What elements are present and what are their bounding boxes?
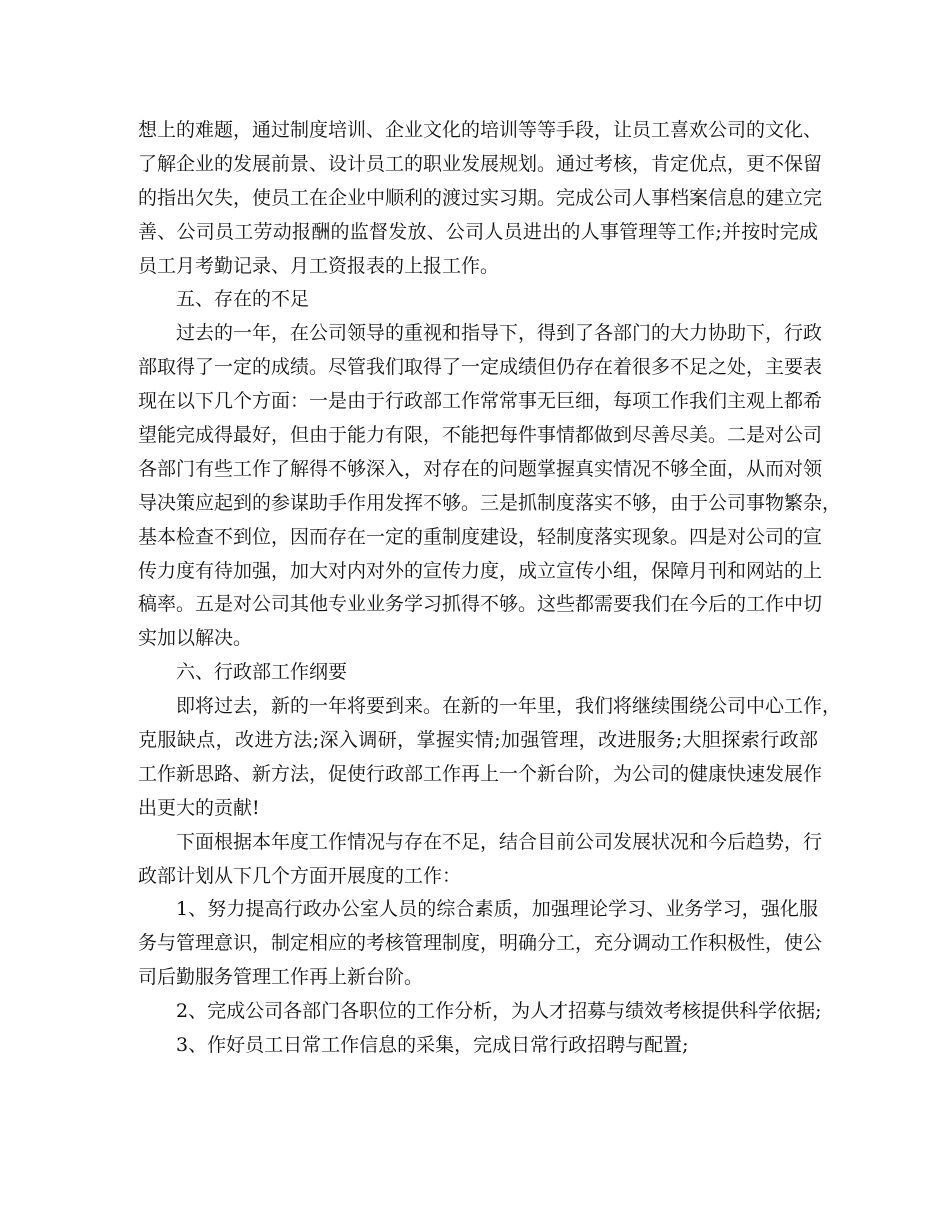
text-line: 务与管理意识，制定相应的考核管理制度，明确分工，充分调动工作积极性，使公 xyxy=(138,932,823,955)
text-line: 过去的一年，在公司领导的重视和指导下，得到了各部门的大力协助下，行政 xyxy=(176,322,823,345)
text-line: 望能完成得最好，但由于能力有限，不能把每件事情都做到尽善尽美。二是对公司 xyxy=(138,424,823,447)
text-line: 六、行政部工作纲要 xyxy=(176,661,348,684)
document-body xyxy=(138,114,842,1063)
text-line: 的指出欠失，使员工在企业中顺利的渡过实习期。完成公司人事档案信息的建立完 xyxy=(138,186,823,209)
text-line: 克服缺点，改进方法;深入调研，掌握实情;加强管理，改进服务;大胆探索行政部 xyxy=(138,729,818,752)
text-line: 2、完成公司各部门各职位的工作分析，为人才招募与绩效考核提供科学依据; xyxy=(176,1000,822,1023)
text-line: 司后勤服务管理工作再上新台阶。 xyxy=(138,966,424,989)
text-line: 传力度有待加强，加大对内对外的宣传力度，成立宣传小组，保障月刊和网站的上 xyxy=(138,559,823,582)
text-line: 即将过去，新的一年将要到来。在新的一年里，我们将继续围绕公司中心工作， xyxy=(176,695,842,718)
text-line: 工作新思路、新方法，促使行政部工作再上一个新台阶，为公司的健康快速发展作 xyxy=(138,762,823,785)
text-line: 五、存在的不足 xyxy=(176,288,310,311)
text-line: 了解企业的发展前景、设计员工的职业发展规划。通过考核，肯定优点，更不保留 xyxy=(138,152,823,175)
text-line: 1、努力提高行政办公室人员的综合素质，加强理论学习、业务学习，强化服 xyxy=(176,898,818,921)
text-line: 导决策应起到的参谋助手作用发挥不够。三是抓制度落实不够，由于公司事物繁杂， xyxy=(138,491,842,514)
text-line: 下面根据本年度工作情况与存在不足，结合目前公司发展状况和今后趋势，行 xyxy=(176,830,823,853)
text-line: 稿率。五是对公司其他专业业务学习抓得不够。这些都需要我们在今后的工作中切 xyxy=(138,593,823,616)
text-line: 想上的难题，通过制度培训、企业文化的培训等等手段，让员工喜欢公司的文化、 xyxy=(138,119,823,141)
text-line: 部取得了一定的成绩。尽管我们取得了一定成绩但仍存在着很多不足之处，主要表 xyxy=(138,356,823,379)
text-line: 基本检查不到位，因而存在一定的重制度建设，轻制度落实现象。四是对公司的宣 xyxy=(138,525,823,548)
text-line: 政部计划从下几个方面开展度的工作： xyxy=(138,864,462,887)
text-line: 各部门有些工作了解得不够深入，对存在的问题掌握真实情况不够全面，从而对领 xyxy=(138,457,823,480)
text-line: 员工月考勤记录、月工资报表的上报工作。 xyxy=(138,254,500,277)
text-line: 实加以解决。 xyxy=(138,627,253,650)
text-line: 现在以下几个方面：一是由于行政部工作常常事无巨细，每项工作我们主观上都希 xyxy=(138,390,823,413)
text-line: 善、公司员工劳动报酬的监督发放、公司人员进出的人事管理等工作;并按时完成 xyxy=(138,220,818,243)
text-line: 出更大的贡献! xyxy=(138,796,260,819)
text-line: 3、作好员工日常工作信息的采集，完成日常行政招聘与配置; xyxy=(176,1034,689,1057)
